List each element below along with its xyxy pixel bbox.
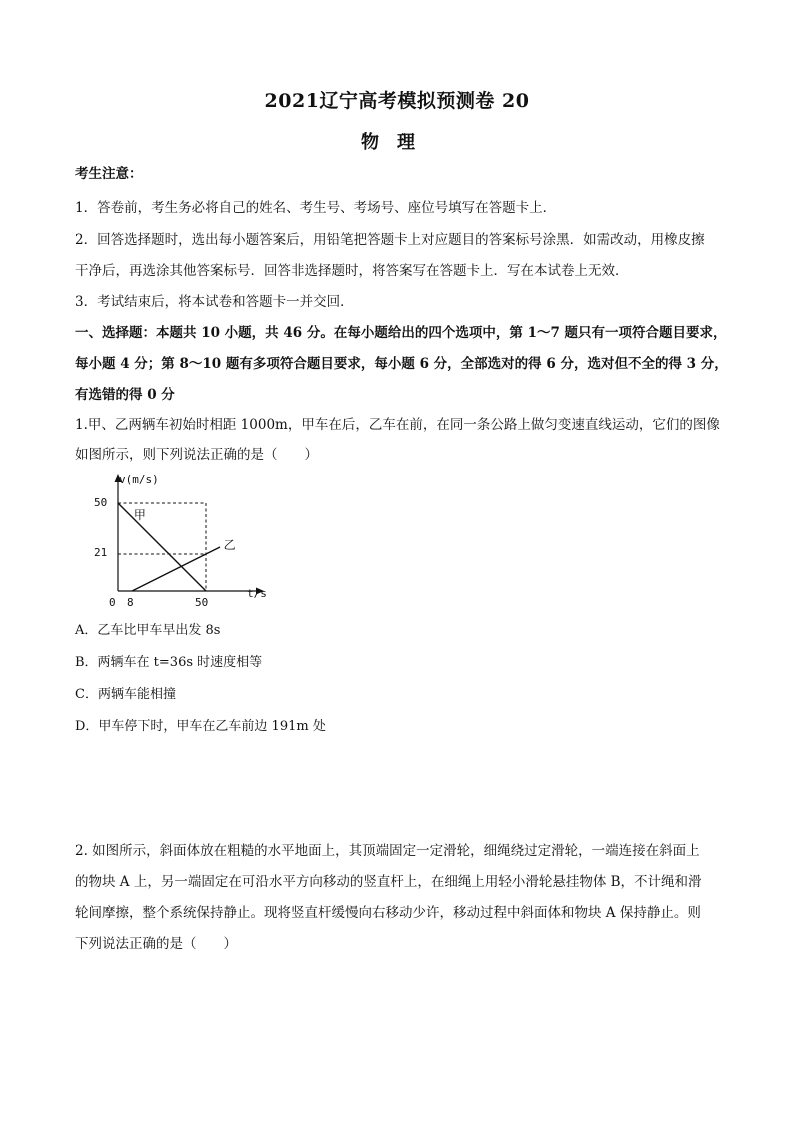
- question-2-stem: 下列说法正确的是（ ）: [75, 936, 237, 952]
- notice-item: 2．回答选择题时，选出每小题答案后，用铅笔把答题卡上对应题目的答案标号涂黑．如需改动，用橡皮擦: [75, 232, 705, 248]
- y-tick-label: 50: [94, 496, 108, 509]
- subject-title: 物理: [361, 132, 433, 153]
- question-2-stem: 2. 如图所示，斜面体放在粗糙的水平地面上，其顶端固定一定滑轮，细绳绕过定滑轮，一端连接在斜面上: [75, 843, 700, 859]
- section-instruction: 每小题 4 分；第 8～10 题有多项符合题目要求，每小题 6 分，全部选对的得 6 分，选对但不全的得 3 分，: [75, 356, 728, 372]
- question-1-stem: 如图所示，则下列说法正确的是（ ）: [75, 447, 318, 463]
- question-2-stem: 的物块 A 上，另一端固定在可沿水平方向移动的竖直杆上，在细绳上用轻小滑轮悬挂物体 B，不计绳和滑: [75, 874, 702, 890]
- x-tick-label: 50: [195, 596, 209, 609]
- option-b: B．两辆车在 t=36s 时速度相等: [75, 655, 263, 670]
- velocity-time-chart: [94, 468, 278, 618]
- x-tick-label: 8: [127, 596, 134, 609]
- series-label-yi: 乙: [223, 537, 236, 552]
- exam-title: 2021辽宁高考模拟预测卷 20: [264, 90, 530, 112]
- option-a: A．乙车比甲车早出发 8s: [75, 623, 221, 638]
- question-1-stem: 1.甲、乙两辆车初始时相距 1000m，甲车在后，乙车在前，在同一条公路上做匀变速直线运动，它们的图像: [75, 417, 720, 433]
- section-instruction: 有选错的得 0 分: [75, 387, 175, 403]
- question-2-stem: 轮间摩擦，整个系统保持静止。现将竖直杆缓慢向右移动少许，移动过程中斜面体和物块 A 保持静止。则: [75, 905, 701, 921]
- option-d: D．甲车停下时，甲车在乙车前边 191m 处: [75, 719, 326, 734]
- x-axis-label: t/s: [247, 587, 267, 600]
- section-instruction: 一、选择题：本题共 10 小题，共 46 分。在每小题给出的四个选项中，第 1～7 题只有一项符合题目要求，: [75, 325, 727, 341]
- series-line-jia: [118, 503, 206, 591]
- notice-item: 干净后，再选涂其他答案标号．回答非选择题时，将答案写在答题卡上．写在本试卷上无效．: [75, 263, 629, 279]
- series-line-yi: [132, 547, 220, 591]
- notice-item: 3．考试结束后，将本试卷和答题卡一并交回．: [75, 294, 354, 310]
- notice-heading: 考生注意：: [75, 166, 143, 182]
- series-label-jia: 甲: [133, 507, 146, 522]
- notice-item: 1．答卷前，考生务必将自己的姓名、考生号、考场号、座位号填写在答题卡上．: [75, 200, 557, 216]
- y-tick-label: 21: [94, 546, 108, 559]
- option-c: C．两辆车能相撞: [75, 687, 176, 702]
- x-tick-label: 0: [109, 596, 116, 609]
- y-axis-label: v(m/s): [119, 473, 159, 486]
